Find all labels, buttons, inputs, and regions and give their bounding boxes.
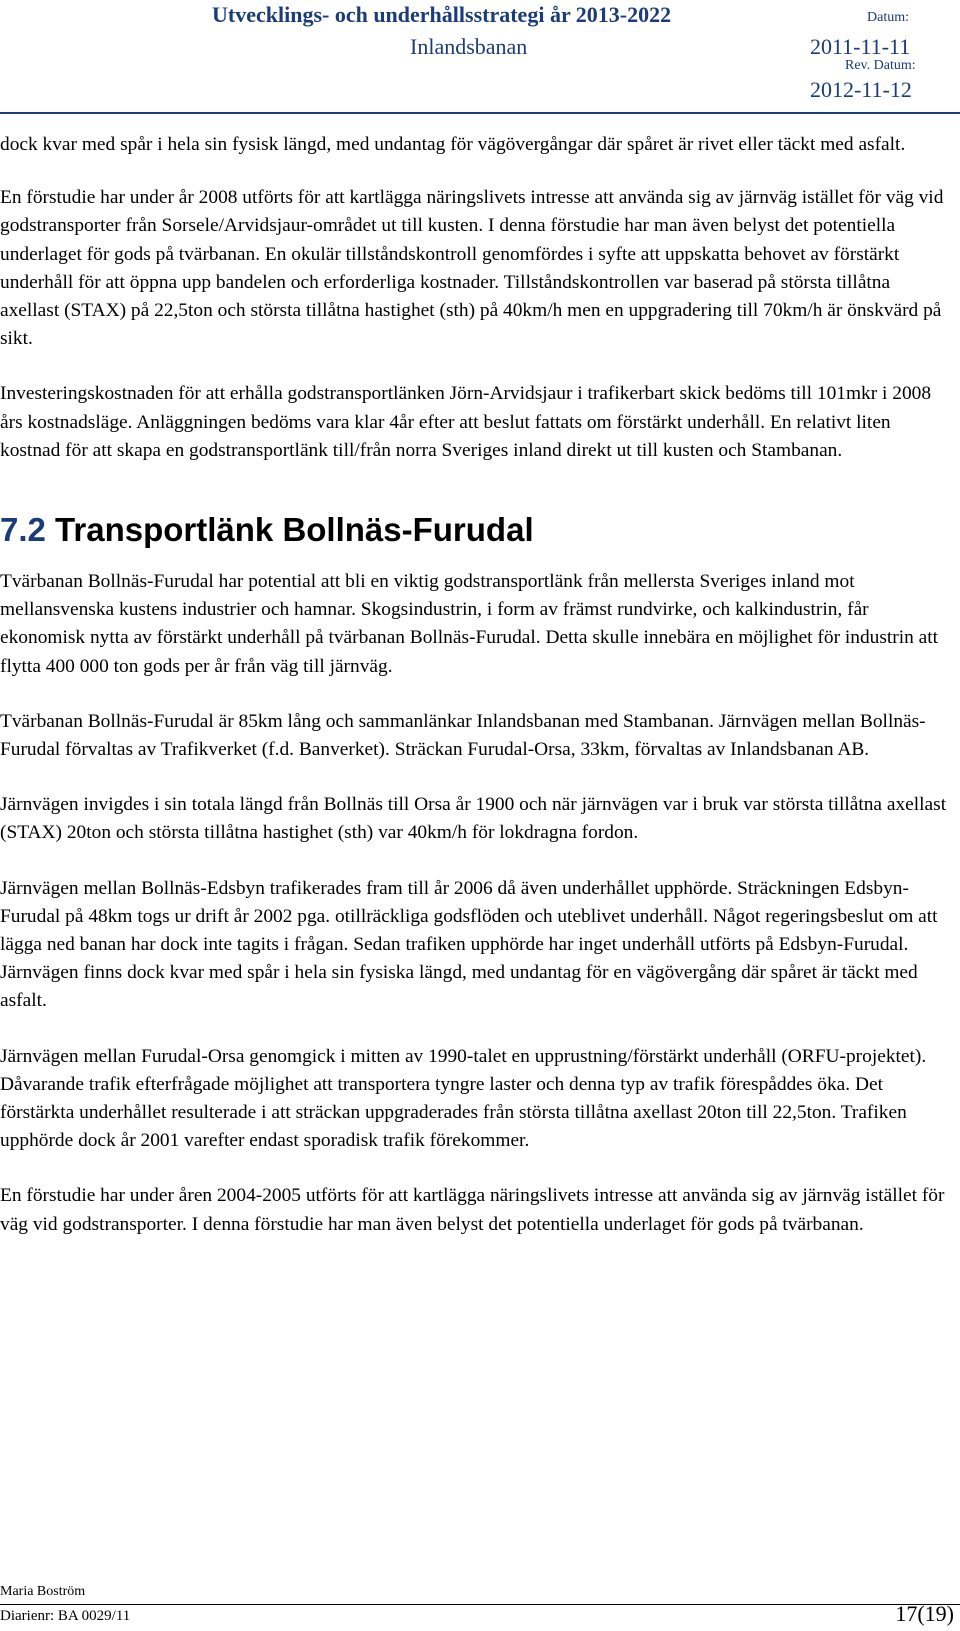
- body-paragraph: Tvärbanan Bollnäs-Furudal är 85km lång och sammanlänkar Inlandsbanan med Stambanan. Järnvägen mellan Bollnäs-Furudal förvaltas av Trafikverket (f.d. Banverket). Sträckan Furudal-Orsa, 33km, förvaltas av Inlandsbanan AB.: [0, 710, 926, 761]
- header-divider: [0, 112, 960, 114]
- footer-diarienr: Diarienr: BA 0029/11: [0, 1608, 131, 1624]
- body-paragraph: Tvärbanan Bollnäs-Furudal har potential att bli en viktig godstransportlänk från mellersta Sveriges inland mot mellansvenska kustens industrier och hamnar. Skogsindustrin, i form av främst rundvirke, och kalkindustrin, får ekonomisk nytta av förstärkt underhåll på tvärbanan Bollnäs-Furudal. Detta skulle innebära en möjlighet för industrin att flytta 400 000 ton gods per år från väg till järnväg.: [0, 571, 939, 677]
- header-rev-date: 2012-11-12: [810, 77, 912, 102]
- body-paragraph: En förstudie har under år 2008 utförts för att kartlägga näringslivets intresse att använda sig av järnväg istället för väg vid godstransporter från Sorsele/Arvidsjaur-området ut till kusten. I denna förstudie har man även belyst det potentiella underlaget för gods på tvärbanan. En okulär tillståndskontroll genomfördes i syfte att uppskatta behovet av förstärkt underhåll för att öppna upp bandelen och erforderliga kostnader. Tillståndskontrollen var baserad på största tillåtna axellast (STAX) på 22,5ton och största tillåtna hastighet (sth) på 40km/h men en uppgradering till 70km/h är önskvärd på sikt.: [0, 187, 944, 350]
- header-title: Utvecklings- och underhållsstrategi år 2013-2022: [212, 2, 672, 27]
- header-rev-label: Rev. Datum:: [845, 58, 916, 73]
- body-paragraph: Järnvägen invigdes i sin totala längd från Bollnäs till Orsa år 1900 och när järnvägen var i bruk var största tillåtna axellast (STAX) 20ton och största tillåtna hastighet (sth) var 40km/h för lokdragna fordon.: [0, 794, 947, 844]
- body-paragraph: En förstudie har under åren 2004-2005 utförts för att kartlägga näringslivets intresse att använda sig av järnväg istället för väg vid godstransporter. I denna förstudie har man även belyst det potentiella underlaget för gods på tvärbanan.: [0, 1185, 945, 1235]
- body-paragraph: Järnvägen mellan Bollnäs-Edsbyn trafikerades fram till år 2006 då även underhållet upphörde. Sträckningen Edsbyn-Furudal på 48km togs ur drift år 2002 pga. otillräckliga godsflöden och uteblivet underhåll. Något regeringsbeslut om att lägga ned banan har dock inte tagits i frågan. Sedan trafiken upphörde har inget underhåll utförts på Edsbyn-Furudal. Järnvägen finns dock kvar med spår i hela sin fysiska längd, med undantag för en vägövergång där spåret är täckt med asfalt.: [0, 877, 938, 1012]
- section-heading: [0, 510, 950, 550]
- body-paragraph: Investeringskostnaden för att erhålla godstransportlänken Jörn-Arvidsjaur i trafikerbart skick bedöms till 101mkr i 2008 års kostnadsläge. Anläggningen bedöms vara klar 4år efter att beslut fattats om förstärkt underhåll. En relativt liten kostnad för att skapa en godstransportlänk till/från norra Sveriges inland direkt ut till kusten och Stambanan.: [0, 383, 932, 461]
- document-body: [0, 131, 950, 1266]
- header-organization: Inlandsbanan: [410, 34, 528, 59]
- body-paragraph: Järnvägen mellan Furudal-Orsa genomgick i mitten av 1990-talet en upprustning/förstärkt underhåll (ORFU-projektet). Dåvarande trafik efterfrågade möjlighet att transportera tyngre laster och denna typ av trafik förespåddes öka. Det förstärkta underhållet resulterade i att sträckan uppgraderades från största tillåtna axellast 20ton till 22,5ton. Trafiken upphörde dock år 2001 varefter endast sporadisk trafik förekommer.: [0, 1045, 927, 1152]
- header-date-label: Datum:: [867, 10, 909, 25]
- page-number: 17(19): [895, 1601, 954, 1626]
- footer-author: Maria Boström: [0, 1584, 86, 1599]
- body-paragraph: dock kvar med spår i hela sin fysisk längd, med undantag för vägövergångar där spåret är rivet eller täckt med asfalt.: [0, 134, 906, 155]
- section-number: 7.2: [0, 511, 46, 549]
- header-date: 2011-11-11: [810, 34, 911, 59]
- footer-divider: [0, 1604, 960, 1605]
- section-title: Transportlänk Bollnäs-Furudal: [55, 511, 534, 549]
